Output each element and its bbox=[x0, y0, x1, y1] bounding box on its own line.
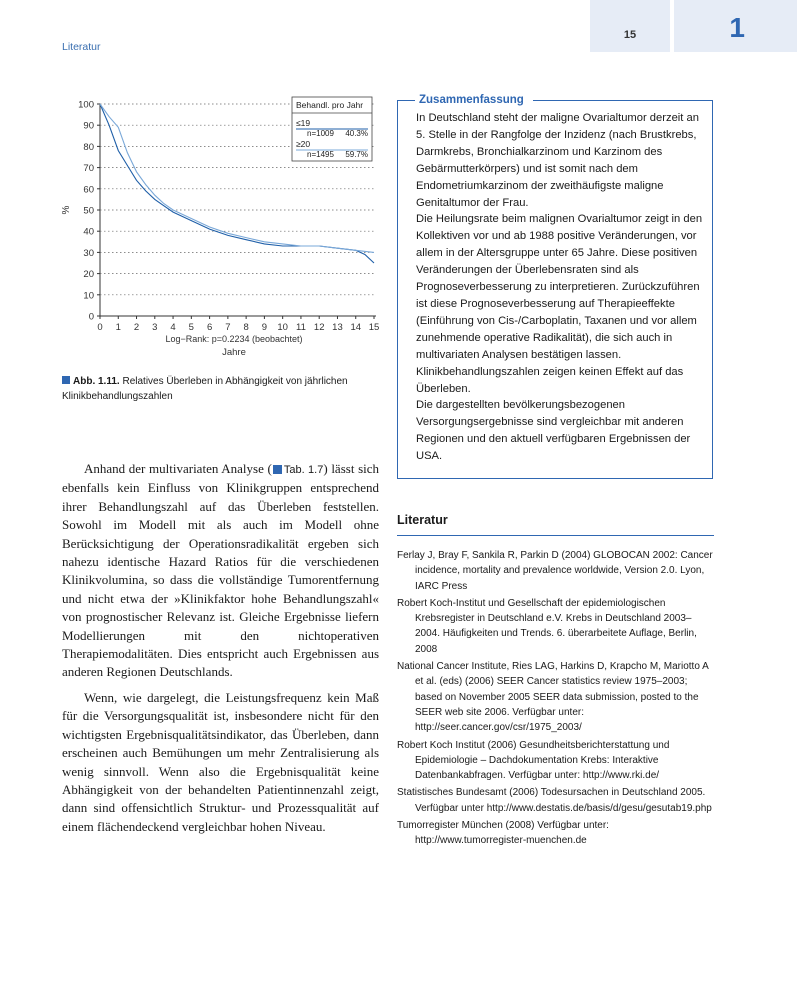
y-axis-label: % bbox=[61, 205, 72, 215]
x-tick-label: 13 bbox=[332, 322, 343, 333]
summary-paragraph: In Deutschland steht der maligne Ovarialtumor derzeit an 5. Stelle in der Rangfolge der Inzidenz (nach Brustkrebs, Darmkrebs, Bronchialkarzinom und Karzinom des Gebärmutterkörpers) und ist somit nach dem Endometriumkarzinom der zweithäufigste maligne Genitaltumor der Frau. bbox=[416, 112, 699, 209]
x-tick-label: 8 bbox=[243, 322, 249, 333]
y-tick-label: 100 bbox=[78, 99, 94, 111]
literature-heading: Literatur bbox=[397, 513, 448, 527]
body-paragraph: Wenn, wie dargelegt, die Leistungsfrequenz kein Maß für die Versorgungsqualität ist, insbesondere nicht für den wichtigsten Ergebnisqualitätsindikator, das Überleben, dann erscheinen auch Bemühungen um mehr Zentralisierung als wenig sinnvoll. Wenn also die Ergebnisqualität keine Abhängigkeit von der behandelten Patientinnenzahl zeigt, dann sind offensichtlich Struktur- und Prozessqualität auf einem flächendeckend vergleichbar hohen Niveau. bbox=[62, 689, 379, 834]
x-tick-label: 9 bbox=[261, 322, 268, 333]
legend-series-1-n: n=1009 bbox=[307, 129, 334, 138]
x-tick-label: 7 bbox=[225, 322, 231, 333]
x-tick-label: 3 bbox=[152, 322, 158, 333]
y-tick-label: 70 bbox=[83, 163, 94, 175]
x-tick-label: 1 bbox=[115, 322, 121, 333]
figure-label: Abb. 1.11. bbox=[73, 376, 120, 387]
table-reference-icon bbox=[273, 465, 282, 474]
reference-entry: Robert Koch Institut (2006) Gesundheitsberichterstattung und Epidemiologie – Dachdokumentation Krebs: Interaktive Datenbankabfragen. Verfügbar unter: http://www.rki.de/ bbox=[397, 739, 670, 782]
legend-series-2-n: n=1495 bbox=[307, 150, 334, 159]
y-tick-label: 30 bbox=[83, 247, 94, 259]
x-tick-label: 12 bbox=[313, 322, 325, 333]
chapter-number: 1 bbox=[729, 12, 745, 43]
x-tick-label: 2 bbox=[133, 322, 140, 333]
y-tick-label: 10 bbox=[83, 290, 94, 302]
body-paragraph-1-end: ) lässt sich ebenfalls kein Einfluss von Klinikgruppen entsprechend ihrer Behandlungszahl auf das Überleben feststellen. Sowohl im Modell mit als auch im Modell ohne Berücksichtigung der Operationsradikalität ergeben sich nahezu identische Hazard Ratios für die verschiedenen Klinikvolumina, so dass die vollständige Tumorentfernung und nicht etwa der »Klinikfaktor hohe Behandlungszahl« von prognostischer Relevanz ist. Gleiche Ergebnisse liefern Modellierungen mit den nichtoperativen Therapiemodalitäten. Dies entspricht auch Ergebnissen aus anderen Regionen Deutschlands. bbox=[62, 461, 380, 680]
y-tick-label: 80 bbox=[83, 141, 94, 153]
x-axis-label: Jahre bbox=[222, 347, 246, 358]
reference-entry: Statistisches Bundesamt (2006) Todesursachen in Deutschland 2005. Verfügbar unter http://www.destatis.de/basis/d/gesu/gesutab19.php bbox=[397, 787, 712, 814]
y-tick-label: 20 bbox=[83, 269, 94, 281]
legend-series-2-name: ≥20 bbox=[296, 139, 311, 149]
reference-entry: Tumorregister München (2008) Verfügbar unter: http://www.tumorregister-muenchen.de bbox=[397, 820, 609, 847]
legend-series-2-pct: 59.7% bbox=[345, 150, 368, 159]
x-tick-label: 10 bbox=[277, 322, 288, 333]
summary-text bbox=[416, 110, 704, 465]
legend bbox=[292, 97, 372, 161]
survival-chart bbox=[58, 92, 388, 360]
reference-entry: National Cancer Institute, Ries LAG, Harkins D, Krapcho M, Mariotto A et al. (eds) (2006) SEER Cancer statistics review 1975–2003; based on November 2005 SEER data submission, posted to the SEER web site 2006. Verfügbar unter: http://seer.cancer.gov/csr/1975_2003/ bbox=[397, 661, 709, 734]
literature-list bbox=[397, 548, 714, 851]
table-reference-link[interactable]: Tab. 1.7 bbox=[283, 464, 324, 476]
page-number-tab bbox=[590, 0, 670, 52]
summary-paragraph: Die Heilungsrate beim malignen Ovarialtumor zeigt in den Kollektiven vor und ab 1988 positive Veränderungen, vor allem in der Altersgruppe unter 65 Jahre. Diese positiven Veränderungen der Überlebensraten sind als Prognoseverbesserung zu interpretieren. Zurückzuführen ist diese Prognoseverbesserung auf Therapieeffekte (Einführung von Cis-/Carboplatin, Taxanen und vor allem zunehmende operative Radikalität), die sich auch in multivariaten Analysen bestätigen lassen. Klinikbehandlungszahlen zeigen keinen Effekt auf das Überleben. bbox=[416, 213, 703, 395]
y-tick-label: 60 bbox=[83, 184, 94, 196]
figure-marker-icon bbox=[62, 376, 70, 384]
x-axis bbox=[97, 316, 379, 333]
log-rank-note: Log−Rank: p=0.2234 (beobachtet) bbox=[165, 334, 303, 344]
summary-box-top-rule bbox=[397, 100, 415, 101]
x-tick-label: 5 bbox=[188, 322, 194, 333]
x-tick-label: 15 bbox=[368, 322, 380, 333]
legend-title: Behandl. pro Jahr bbox=[296, 100, 364, 110]
literature-rule bbox=[397, 535, 714, 536]
legend-series-1-pct: 40.3% bbox=[345, 129, 368, 138]
x-tick-label: 14 bbox=[350, 322, 362, 333]
page-number: 15 bbox=[623, 29, 637, 41]
figure-caption-text: Relatives Überleben in Abhängigkeit von jährlichen Klinikbehandlungszahlen bbox=[62, 376, 348, 402]
x-tick-label: 6 bbox=[206, 322, 213, 333]
running-header-section: Literatur bbox=[62, 41, 101, 53]
y-tick-label: 90 bbox=[83, 120, 94, 132]
body-text bbox=[62, 460, 379, 836]
x-tick-label: 0 bbox=[97, 322, 103, 333]
reference-entry: Ferlay J, Bray F, Sankila R, Parkin D (2004) GLOBOCAN 2002: Cancer incidence, mortality and prevalence worldwide, Version 2.0. Lyon, IARC Press bbox=[397, 550, 713, 592]
summary-box-top-rule bbox=[533, 100, 713, 101]
x-tick-label: 11 bbox=[295, 322, 306, 333]
summary-paragraph: Die dargestellten bevölkerungsbezogenen Versorgungsergebnisse sind vergleichbar mit anderen Regionen und den aktuell verfügbaren Ergebnissen der USA. bbox=[416, 399, 691, 463]
chapter-tab bbox=[674, 0, 797, 52]
y-tick-label: 0 bbox=[88, 311, 94, 323]
x-tick-label: 4 bbox=[170, 322, 176, 333]
y-tick-label: 40 bbox=[83, 226, 94, 238]
body-paragraph bbox=[62, 460, 379, 682]
reference-entry: Robert Koch-Institut und Gesellschaft der epidemiologischen Krebsregister in Deutschland e.V. Krebs in Deutschland 2003–2004. Häufigkeiten und Trends. 6. überarbeitete Auflage, Berlin, 2008 bbox=[397, 597, 697, 655]
figure-caption bbox=[62, 375, 382, 404]
legend-series-1-name: ≤19 bbox=[296, 118, 311, 128]
y-axis bbox=[61, 100, 100, 323]
y-tick-label: 50 bbox=[83, 205, 94, 217]
summary-title: Zusammenfassung bbox=[419, 94, 524, 106]
body-paragraph-1-start: Anhand der multivariaten Analyse ( bbox=[84, 461, 272, 476]
